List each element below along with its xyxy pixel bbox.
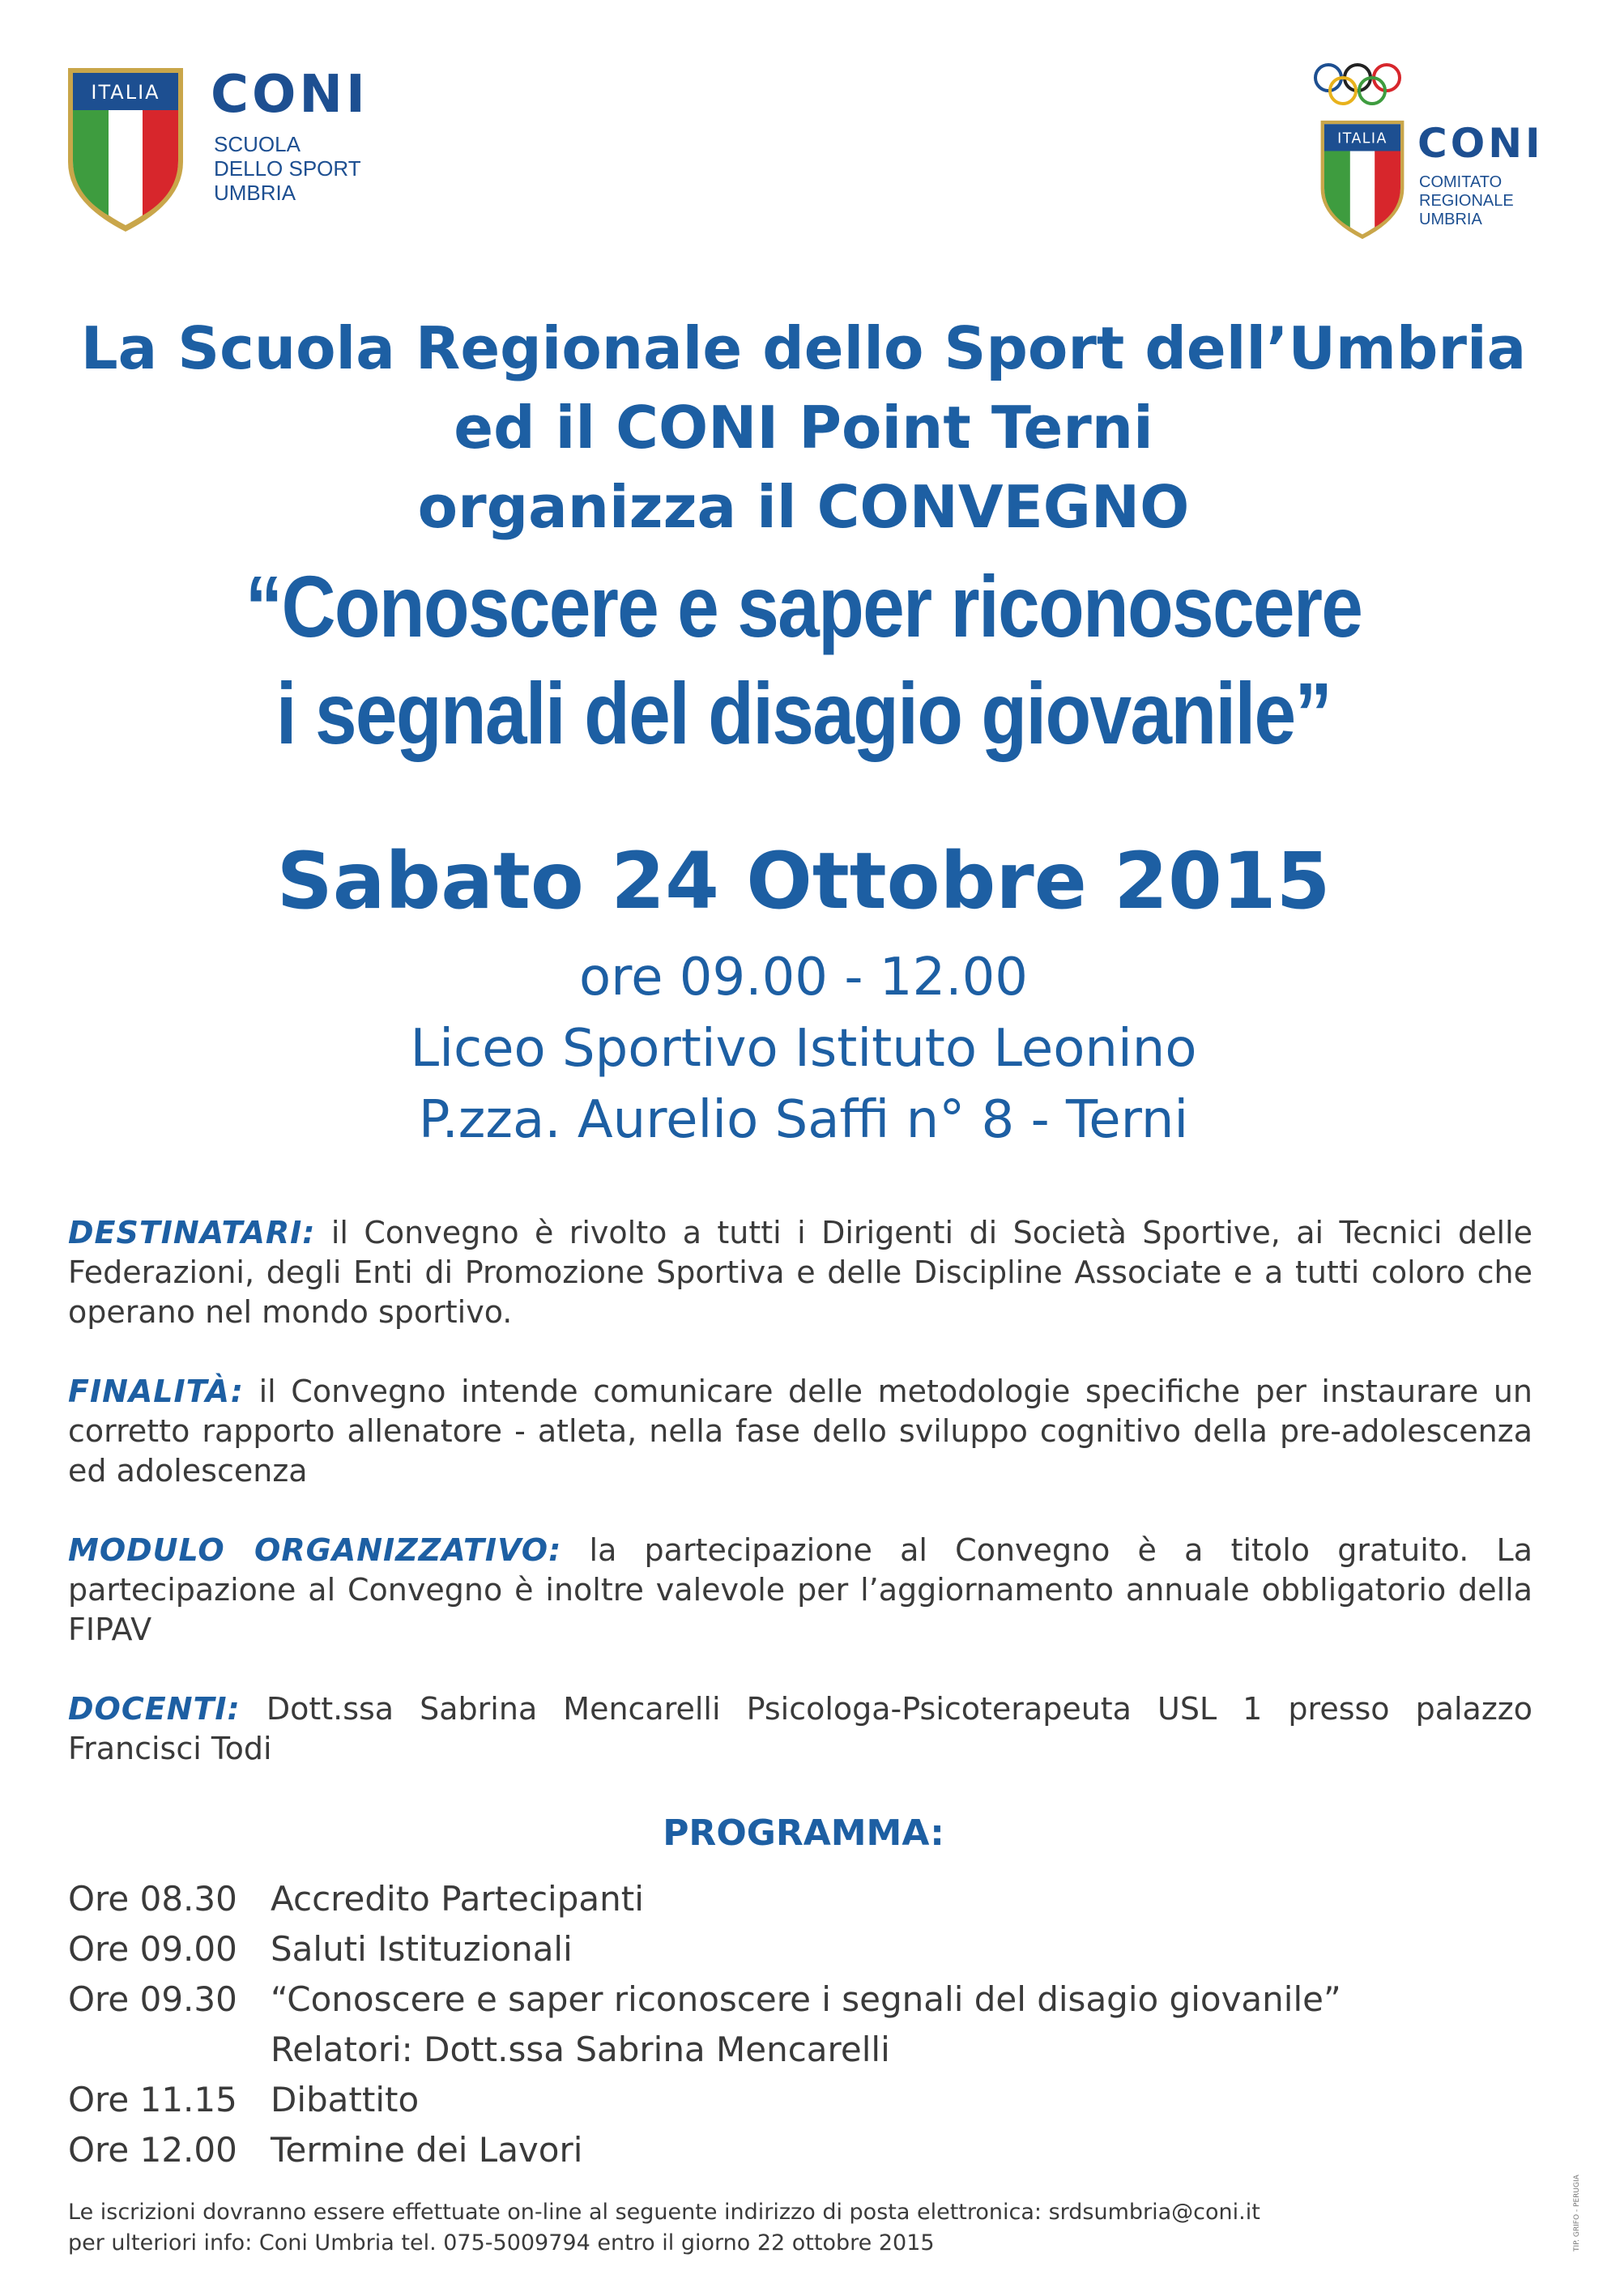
section-modulo-organizzativo [68, 1531, 1532, 1650]
section-text: il Convegno è rivolto a tutti i Dirigenti di Società Sportive, ai Tecnici delle Federazioni, degli Enti di Promozione Sportiva e delle Discipline Associate e a tutti coloro che operano nel mondo sportivo. [68, 1215, 1532, 1330]
programma-time: Ore 11.15 [68, 2080, 237, 2119]
coni-brand: CONI [1417, 120, 1544, 167]
programma-item: Dibattito [271, 2080, 420, 2119]
programma-row [68, 2030, 1542, 2080]
event-title-line-2: i segnali del disagio giovanile” [275, 664, 1332, 762]
section-text: la partecipazione al Convegno è a titolo gratuito. La partecipazione al Convegno è inoltre valevole per l’aggiornamento annuale obbligatorio della FIPAV [68, 1532, 1532, 1647]
programma-time: Ore 12.00 [68, 2130, 237, 2170]
event-venue: Liceo Sportivo Istituto Leonino [410, 1019, 1197, 1079]
section-text: Dott.ssa Sabrina Mencarelli Psicologa-Psicoterapeuta USL 1 presso palazzo Francisci Todi [68, 1691, 1532, 1766]
event-time: ore 09.00 - 12.00 [579, 948, 1028, 1007]
programma-time: Ore 09.00 [68, 1929, 237, 1969]
programma-item: “Conoscere e saper riconoscere i segnali del disagio giovanile” [271, 1979, 1341, 2019]
italia-shield-icon [65, 65, 186, 235]
programma-title: PROGRAMMA: [663, 1813, 944, 1854]
programma-item: Accredito Partecipanti [271, 1879, 644, 1919]
svg-text:ITALIA: ITALIA [91, 81, 160, 104]
olympic-rings-icon [1312, 62, 1417, 107]
printer-credit: TIP. GRIFO - PERUGIA [1573, 2175, 1581, 2251]
event-address: P.zza. Aurelio Saffi n° 8 - Terni [418, 1090, 1189, 1150]
italia-shield-icon [1317, 118, 1408, 241]
programma-row [68, 1879, 1542, 1929]
coni-comitato-logo [1312, 62, 1555, 248]
programma-item: Saluti Istituzionali [271, 1929, 573, 1969]
programma-row [68, 2130, 1542, 2180]
section-label: MODULO ORGANIZZATIVO: [68, 1532, 562, 1568]
programma-time: Ore 09.30 [68, 1979, 237, 2019]
programma-row [68, 1929, 1542, 1979]
event-title-line-1: “Conoscere e saper riconoscere [245, 557, 1362, 655]
footer-info: per ulteriori info: Coni Umbria tel. 075-5009794 entro il giorno 22 ottobre 2015 [68, 2230, 935, 2256]
programma-item: Relatori: Dott.ssa Sabrina Mencarelli [271, 2030, 890, 2069]
coni-brand: CONI [211, 65, 369, 125]
programma-item: Termine dei Lavori [271, 2130, 583, 2170]
event-date: Sabato 24 Ottobre 2015 [276, 836, 1331, 926]
heading-line-2: ed il CONI Point Terni [454, 394, 1153, 462]
footer-registration: Le iscrizioni dovranno essere effettuate on-line al seguente indirizzo di posta elettronica: srdsumbria@coni.it [68, 2200, 1260, 2225]
heading-line-1: La Scuola Regionale dello Sport dell’Umbria [80, 314, 1527, 382]
programma-row [68, 2080, 1542, 2130]
section-docenti [68, 1689, 1532, 1769]
section-destinatari [68, 1213, 1532, 1332]
section-label: DOCENTI: [68, 1691, 241, 1727]
programma-row [68, 1979, 1542, 2030]
logo-subtitle: SCUOLA DELLO SPORT UMBRIA [214, 132, 361, 205]
heading-line-3: organizza il CONVEGNO [417, 473, 1190, 541]
section-text: il Convegno intende comunicare delle metodologie specifiche per instaurare un corretto rapporto allenatore - atleta, nella fase dello sviluppo cognitivo della pre-adolescenza ed adolescenza [68, 1374, 1532, 1489]
section-finalita [68, 1372, 1532, 1491]
programma-time: Ore 08.30 [68, 1879, 237, 1919]
svg-text:ITALIA: ITALIA [1337, 130, 1387, 147]
section-label: DESTINATARI: [68, 1215, 316, 1250]
logo-subtitle: COMITATO REGIONALE UMBRIA [1419, 173, 1514, 228]
coni-scuola-logo [65, 65, 389, 243]
section-label: FINALITÀ: [68, 1374, 244, 1409]
